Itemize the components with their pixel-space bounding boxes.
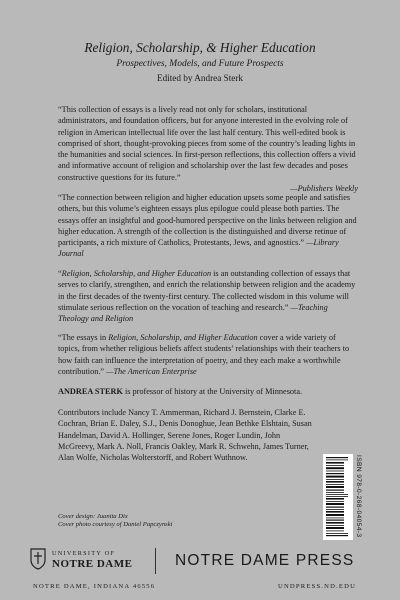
review-attribution: —Library Journal [58, 238, 339, 259]
cover-credits [58, 513, 172, 529]
shield-icon [30, 548, 46, 570]
author-bio-text: is professor of history at the University of Minnesota. [122, 387, 303, 396]
book-title: Religion, Scholarship, & Higher Education [84, 40, 316, 55]
review-text: “This collection of essays is a lively read not only for scholars, institutional administrators, and foundation officers, but for anyone interested in the evolving role of religion in American intellectual life over the last half century. This well-edited book is comprised of short, thought-provoking pieces from some of the country’s leading lights in the humanities and social sciences. In first-person reflections, this collection offers a vivid and informative account of religion and scholarship over the last few decades and poses constructive questions for its future.” [58, 105, 356, 182]
review-library-journal [58, 192, 358, 260]
barcode [323, 454, 353, 540]
publisher-url: UNDPRESS.ND.EDU [278, 583, 357, 590]
review-text: “The connection between religion and higher education upsets some people and satisfies others, but this volume’s eighteen essays plus epilogue could please both parties. The essays offer an insightful and good-humored perspective on the links between religion and higher education. A strength of the collection is the distinguished and diverse retinue of participants, a rich mixture of Catholics, Protestants, Jews, and agnostics.” —Library Journal [58, 193, 357, 259]
book-editor: Edited by Andrea Sterk [157, 73, 243, 83]
review-attribution: —Publishers Weekly [290, 184, 358, 194]
title-reference: Religion, Scholarship, and Higher Education [108, 333, 258, 342]
publisher-logo [30, 548, 370, 578]
contributors-list [58, 407, 313, 463]
review-attribution: —The American Enterprise [106, 366, 197, 376]
logo-divider [155, 548, 156, 574]
author-name: ANDREA STERK [58, 387, 123, 396]
review-teaching-theology [58, 268, 358, 324]
isbn-label: ISBN 978-0-268-04054-3 [355, 455, 362, 538]
review-attribution: —Teaching Theology and Religion [58, 302, 328, 324]
review-text: “The essays in Religion, Scholarship, and Higher Education cover a wide variety of topics, from whether religious beliefs affect students’ relationships with their teachers to how faith can influence the interpretation of poetry, and they each make a worthwhile contribution.” —The American Enterprise [58, 333, 350, 376]
press-name: NOTRE DAME PRESS [175, 552, 355, 569]
cover-photo-credit: Cover photo courtesy of Daniel Papczynski [58, 521, 173, 528]
university-line1: UNIVERSITY OF [52, 550, 116, 557]
review-american-enterprise [58, 332, 358, 377]
review-text: “Religion, Scholarship, and Higher Education is an outstanding collection of essays that serves to clarify, strengthen, and enrich the relationship between religion and the academy in the first decades of the twenty-first century. The collected wisdom in this volume will stimulate serious reflection on the vocation of teaching and research.” —Teaching Theology and Religion [58, 269, 356, 324]
review-publishers-weekly [58, 104, 358, 194]
author-bio [58, 386, 358, 397]
book-subtitle: Prospectives, Models, and Future Prospects [116, 59, 284, 69]
publisher-location: NOTRE DAME, INDIANA 46556 [33, 583, 156, 590]
contributors-text: Contributors include Nancy T. Ammerman, Richard J. Bernstein, Clarke E. Cochran, Brian E. Daley, S.J., Denis Donoghue, Jean Bethke Elshtain, Susan Handelman, David A. Hollinger, Serene Jones, Roger Lundin, John McGreevy, Mark A. Noll, Francis Oakley, Mark R. Schwehn, James Turner, Alan Wolfe, Nicholas Wolterstorff, and Robert Wuthnow. [58, 408, 312, 463]
university-line2: NOTRE DAME [52, 558, 133, 570]
title-reference: Religion, Scholarship, and Higher Education [61, 269, 212, 278]
cover-design-credit: Cover design: Juanita Dix [58, 513, 128, 520]
